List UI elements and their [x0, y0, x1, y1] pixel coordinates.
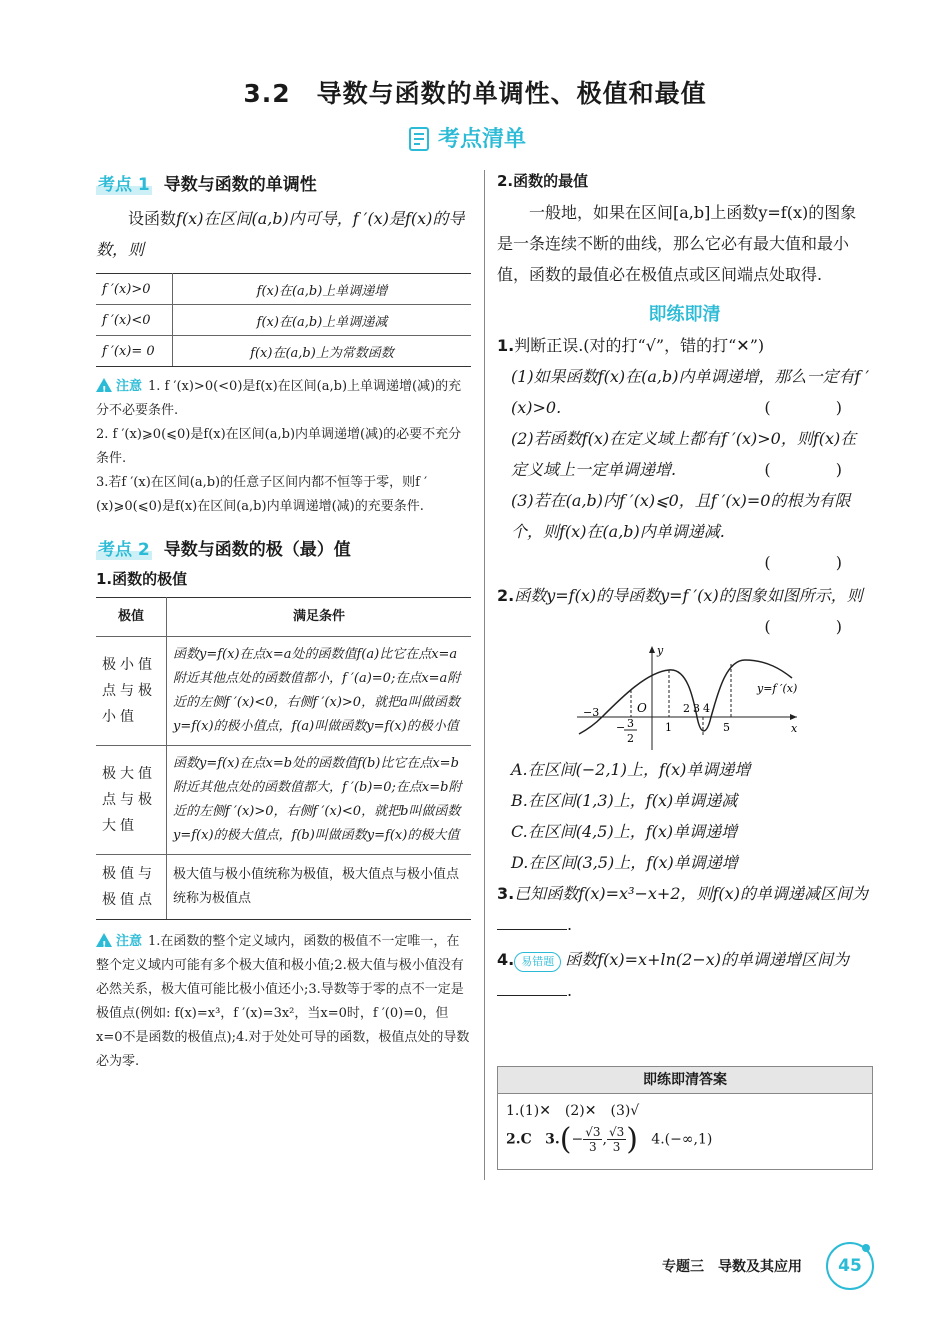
frac-tick-num: 3: [627, 717, 634, 730]
question-2-options: [497, 754, 872, 878]
section1-notes: !注意 1. f ′(x)>0(<0)是f(x)在区间(a,b)上单调递增(减)的充分不必要条件. 2. f ′(x)⩾0(⩽0)是f(x)在区间(a,b)内单调递增(减)的必要不充分条件. 3.若f ′(x)在区间(a,b)的任意子区间内都不恒等于零，则f ′(x)⩾0(⩽0)是f(x)在区间(a,b)内单调递增(减)的充要条件.: [96, 375, 471, 519]
section2-heading: [96, 535, 471, 560]
answer-line-2: 2.C 3.(− $\frac{√3}{3}$ , $\frac{√3}{3}$ ) 4.(−∞,1): [506, 1122, 713, 1157]
practice-heading: 即练即清: [648, 304, 721, 325]
warning-icon: [96, 933, 112, 947]
tick-label: 1: [665, 721, 672, 734]
table-row: 极值与极值点 极大值与极小值统称为极值，极大值点与极小值点统称为极值点: [96, 855, 471, 920]
column-divider: [484, 170, 485, 1180]
section2-tag: 考点 2: [98, 540, 150, 560]
derivative-graph: [577, 642, 827, 752]
table-row: 极大值点与极大值 函数y=f(x)在点x=b处的函数值f(b)比它在点x=b附近其他点处的函数值都大，f ′(b)=0;在点x=b附近的左侧f ′(x)>0，右侧f ′(x)<0，就把b叫做函数y=f(x)的极大值点，f(b)叫做函数y=f(x)的极大值: [96, 746, 471, 855]
footer-chapter: 专题三 导数及其应用: [662, 1259, 802, 1275]
banner-text: 考点清单: [438, 127, 527, 152]
tick-label: 3: [693, 702, 700, 715]
table-row: f ′(x)>0 f(x)在(a,b)上单调递增: [96, 274, 471, 305]
tick-label: 5: [723, 721, 730, 734]
checklist-icon: [408, 126, 430, 152]
question-3: 3.已知函数f(x)=x³−x+2，则f(x)的单调递减区间为.: [497, 884, 868, 934]
warning-icon: [96, 378, 112, 392]
question-1: 1.判断正误.(对的打“√”，错的打“✕”) (1)如果函数f(x)在(a,b)内单调递增，那么一定有f ′(x)>0. ( ) (2)若函数f(x)在定义域上都有f ′(x)>0，则f(x)在定义域上一定单调递增. ( ) (3)若在(a,b)内f ′(x)⩽0，且f ′(x)=0的根为有限个，则f(x)在(a,b)内单调递减. ( ): [497, 336, 872, 572]
note-label: 注意: [116, 934, 143, 949]
page-dot-decoration: [862, 1244, 870, 1252]
section1-intro: 设函数f(x)在区间(a,b)内可导，f ′(x)是f(x)的导数，则: [96, 209, 465, 259]
x-label: x: [791, 722, 798, 735]
y-axis-arrow: [649, 646, 655, 653]
answer-box: [497, 1066, 873, 1170]
section2-note: !注意 1.在函数的整个定义域内，函数的极值不一定唯一，在整个定义域内可能有多个极大值和极小值;2.极大值与极小值没有必然关系，极大值可能比极小值还小;3.导数等于零的点不一定是极值点(例如: f(x)=x³，f ′(x)=3x²，当x=0时，f ′(0)=0，但x=0不是函数的极值点);4.对于处处可导的函数，极值点处的导数必为零.: [96, 930, 471, 1074]
table-row: f ′(x)<0 f(x)在(a,b)上单调递减: [96, 305, 471, 336]
section1-tag: 考点 1: [98, 175, 150, 195]
tick-label: 2: [683, 702, 690, 715]
derivative-curve: [579, 660, 792, 734]
table-row: 极小值点与极小值 函数y=f(x)在点x=a处的函数值f(a)比它在点x=a附近其他点处的函数值都小，f ′(a)=0;在点x=a附近的左侧f ′(x)<0，右侧f ′(x)>0，就把a叫做函数y=f(x)的极小值点，f(a)叫做函数y=f(x)的极小值: [96, 637, 471, 746]
section1-title: 导数与函数的单调性: [163, 175, 317, 195]
y-label: y: [657, 644, 664, 657]
question-2: 2.函数y=f(x)的导函数y=f ′(x)的图象如图所示，则 ( ): [497, 586, 872, 636]
extreme-subheading: 1.函数的极值: [96, 570, 188, 588]
option-a: A.在区间(−2,1)上，f(x)单调递增: [511, 760, 751, 779]
right-column: [497, 170, 872, 1006]
section2-title: 导数与函数的极（最）值: [163, 540, 351, 560]
table-header-row: 极值 满足条件: [96, 598, 471, 637]
monotonic-table: [96, 273, 471, 367]
max-min-text: 一般地，如果在区间[a,b]上函数y=f(x)的图象是一条连续不断的曲线，那么它必有最大值和最小值，函数的最值必在极值点或区间端点处取得.: [497, 203, 857, 284]
option-b: B.在区间(1,3)上，f(x)单调递减: [511, 791, 738, 810]
left-column: [96, 170, 471, 1074]
answer-blank: [497, 911, 567, 930]
error-prone-badge: 易错题: [514, 952, 561, 972]
frac-tick-sign: −: [616, 721, 626, 734]
tick-label: −3: [583, 706, 600, 719]
answer-box-heading: 即练即清答案: [498, 1067, 872, 1094]
extreme-table: [96, 597, 471, 920]
tick-label: 4: [703, 702, 710, 715]
question-4: 4. 易错题 函数f(x)=x+ln(2−x)的单调递增区间为.: [497, 950, 850, 1000]
answer-line-1: 1.(1)✕ (2)✕ (3)√: [506, 1103, 640, 1119]
option-c: C.在区间(4,5)上，f(x)单调递增: [511, 822, 738, 841]
answer-blank: [497, 977, 567, 996]
origin-label: O: [637, 701, 647, 715]
max-min-subheading: 2.函数的最值: [497, 172, 589, 190]
table-row: f ′(x)= 0 f(x)在(a,b)上为常数函数: [96, 336, 471, 367]
note-label: 注意: [116, 379, 143, 394]
section-banner: [408, 122, 558, 156]
option-d: D.在区间(3,5)上，f(x)单调递增: [511, 853, 738, 872]
frac-tick-den: 2: [627, 732, 634, 745]
page-title: 3.2 导数与函数的单调性、极值和最值: [243, 79, 707, 108]
page-number: 45: [826, 1242, 874, 1290]
section1-heading: [96, 170, 471, 195]
x-axis-arrow: [790, 714, 797, 720]
curve-label: y=f ′(x): [757, 682, 798, 695]
